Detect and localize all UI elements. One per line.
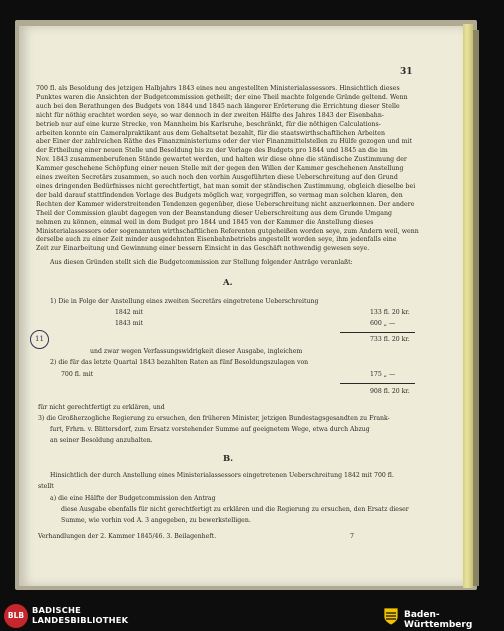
body-paragraph xyxy=(36,85,441,254)
text-line: Zeit zur Einarbeitung und Gewinnung einer bessern Einsicht in das Geschäft nothwendig gewesen seye. xyxy=(36,245,370,253)
library-name-line2: LANDESBIBLIOTHEK xyxy=(32,615,129,625)
baden-wuerttemberg-crest-icon[interactable] xyxy=(382,606,400,626)
page-number: 31 xyxy=(400,67,413,77)
sum-rule xyxy=(340,383,415,384)
text-line: Rechten der Kammer widerstreitenden Tendenzen gegenüber, diese Ueberschreitung nicht anzuerkennen. Der andere xyxy=(36,200,415,208)
item-1-total: 733 fl. 20 kr. xyxy=(370,336,410,343)
item-1-year2-label: 1843 mit xyxy=(115,320,144,327)
text-line: Ministerialassessors oder sogenannten wirthschaftlichen Referenten gutgeheißen worden seye, zum Andern weil, wenn xyxy=(36,227,419,235)
state-name[interactable]: Baden-Württemberg xyxy=(404,610,473,630)
text-line: Theil der Commission glaubt dagegen von der Beanstandung dieser Ueberschreitung aus dem Grunde Umgang xyxy=(36,209,392,217)
text-line: Punktes waren die Ansichten der Budgetcommission getheilt; der eine Theil machte folgende Gründe geltend. Wenn xyxy=(36,93,408,101)
section-b-line: stellt xyxy=(38,483,54,490)
sum-rule xyxy=(340,332,415,333)
text-line: der Ertheilung einer neuen Stelle und Besoldung bis zu der Vorlage des Budgets pro 1844 und 1845 an die im xyxy=(36,147,388,155)
text-line: nehmen zu können, einmal weil in dem Budget pro 1844 und 1845 von der Kammer die Anstellung dieses xyxy=(36,218,374,226)
section-b-item-a: a) die eine Hälfte der Budgetcommission den Antrag xyxy=(50,495,216,502)
text-line: eines dringenden Bedürfnisses nicht gerechtfertigt, hat man somit der ständischen Zustimmung, obgleich dieselbe bei xyxy=(36,182,416,190)
item-3-line: 3) die Großherzogliche Regierung zu ersuchen, den früheren Minister, jetzigen Bundestagsgesandten zu Frank- xyxy=(38,415,390,422)
intro-line: Aus diesen Gründen stellt sich die Budgetcommission zur Stellung folgender Anträge veranlaßt: xyxy=(50,259,353,266)
section-b-item-a: diese Ausgabe ebenfalls für nicht gerechtfertigt zu erklären und die Regierung zu ersuchen, den Ersatz dieser xyxy=(61,506,409,513)
text-line: betrieb nur auf eine kurze Strecke, von Mannheim bis Karlsruhe, beschränkt, für die nöthigen Calculations- xyxy=(36,120,381,128)
text-line: nicht für nöthig erachtet worden seye, so war dennoch in der zweiten Hälfte des Jahres 1843 der Eisenbahn- xyxy=(36,111,385,119)
handwritten-margin-mark: 11 xyxy=(30,330,49,349)
page-footer-source: Verhandlungen der 2. Kammer 1845/46. 3. Beilagenheft. xyxy=(38,533,217,540)
text-line: auch bei den Berathungen des Budgets von 1844 und 1845 nach längerer Erörterung die Errichtung dieser Stelle xyxy=(36,102,400,110)
blb-logo-icon[interactable]: BLB xyxy=(4,604,28,628)
page-footer-sheet: 7 xyxy=(350,533,354,540)
text-line: arbeiten konnte ein Cameralpraktikant aus dem Gehaltsetat bezahlt, für die staatswirthschaftlichen Arbeiten xyxy=(36,129,386,137)
item-1-year1-amount: 133 fl. 20 kr. xyxy=(370,309,410,316)
text-line: der bald darauf stattfindenden Vorlage des Budgets möglich war, vorgegriffen, so vermag man solchen klaren, den xyxy=(36,191,403,199)
item-2-text: 2) die für das letzte Quartal 1843 bezahlten Raten an fünf Besoldungszulagen von xyxy=(50,359,309,366)
section-a-heading: A. xyxy=(223,278,233,288)
item-2-tail: für nicht gerechtfertigt zu erklären, und xyxy=(38,404,165,411)
item-1-year1-label: 1842 mit xyxy=(115,309,144,316)
book-cover-edge xyxy=(473,30,479,586)
section-b-heading: B. xyxy=(223,454,234,464)
text-line: derselbe auch zu einer Zeit minder ausgedehnten Eisenbahnbetriebs angestellt worden seye, ihm jedenfalls eine xyxy=(36,236,397,244)
item-3-line: furt, Frhrn. v. Blittersdorf, zum Ersatz vorstehender Summe auf geeignetem Wege, etwa durch Abzug xyxy=(50,426,370,433)
text-line: eines zweiten Secretärs zusammen, so auch noch den vorhin Ausgeführten diese Ueberschreitung auf den Grund xyxy=(36,174,398,182)
library-name[interactable] xyxy=(32,605,128,625)
item-1-text: 1) Die in Folge der Anstellung eines zweiten Secretärs eingetretene Ueberschreitung xyxy=(50,298,319,305)
item-1-year2-amount: 600 „ — xyxy=(370,320,396,327)
item-2-amount: 175 „ — xyxy=(370,371,396,378)
item-1-note: und zwar wegen Verfassungswidrigkeit dieser Ausgabe, ingleichem xyxy=(90,348,303,355)
item-2-label: 700 fl. mit xyxy=(61,371,94,378)
item-3-line: an seiner Besoldung anzuhalten. xyxy=(50,437,153,444)
library-name-line1: BADISCHE xyxy=(32,605,81,615)
text-line: aber Einer der zahlreichen Räthe des Finanzministeriums oder der vier Finanzmittelstellen zu Hülfe gezogen und mit xyxy=(36,138,413,146)
item-2-total: 908 fl. 20 kr. xyxy=(370,388,410,395)
section-b-item-a: Summe, wie vorhin vod A. 3 angegeben, zu bewerkstelligen. xyxy=(61,517,251,524)
text-line: Nov. 1843 zusammenberufenen Stände gewartet werden, und halten wir diese ohne die ständische Zustimmung der xyxy=(36,156,407,164)
gilt-page-edge xyxy=(463,24,473,588)
section-b-line: Hinsichtlich der durch Anstellung eines Ministerialassessors eingetretenen Ueberschreitung 1842 mit 700 fl. xyxy=(50,472,394,479)
text-line: 700 fl. als Besoldung des jetzigen Halbjahrs 1843 eines neu angestellten Ministerialassessors. Hinsichtlich dieses xyxy=(36,85,400,92)
text-line: Kammer geschehene Schöpfung einer neuen Stelle mit der gegen den Willen der Kammer geschehenen Anstellung xyxy=(36,165,404,173)
